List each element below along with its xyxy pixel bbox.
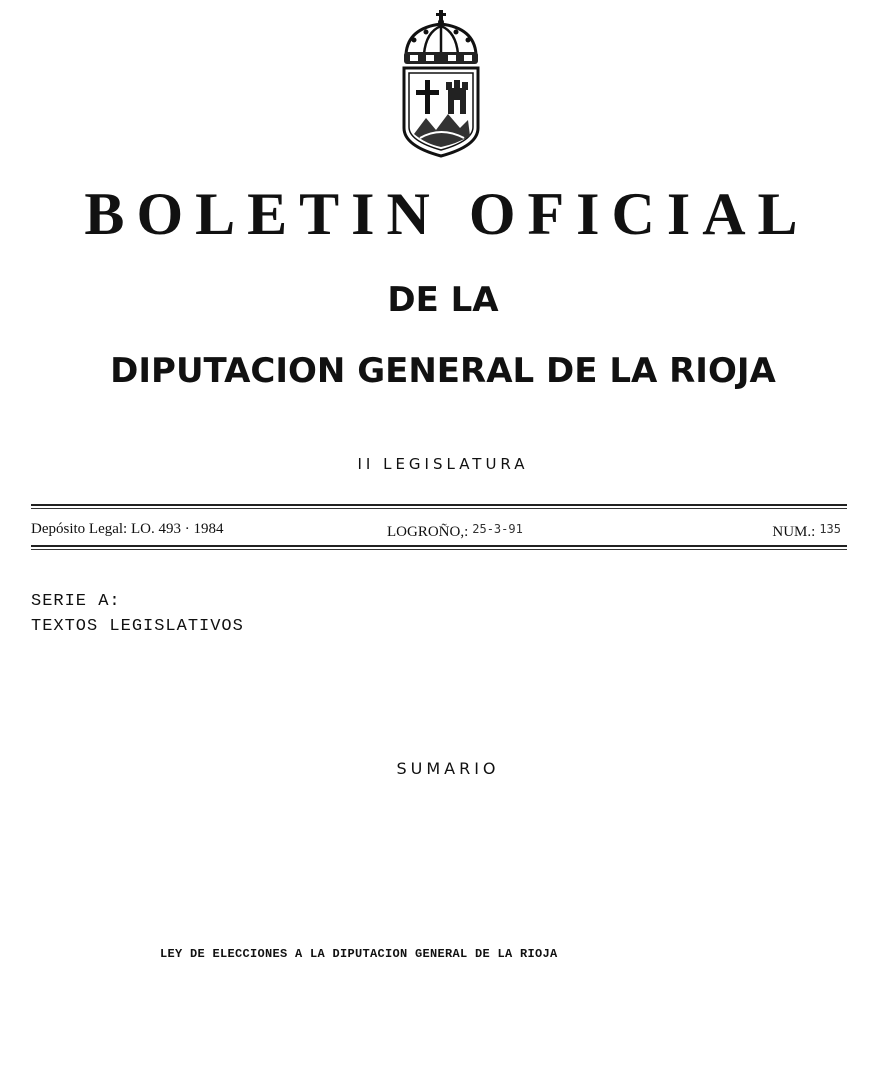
issue-place-date	[387, 518, 523, 543]
issue-number-label: NUM.:	[772, 524, 816, 540]
coat-of-arms-icon	[396, 10, 486, 160]
issue-place-label: LOGROÑO,:	[387, 524, 469, 540]
legal-deposit	[31, 518, 223, 540]
institution-name: DIPUTACION GENERAL DE LA RIOJA	[110, 351, 776, 391]
bulletin-title: BOLETIN OFICIAL	[84, 181, 810, 247]
legal-deposit-label: Depósito Legal:	[31, 521, 128, 537]
series-label: SERIE A:	[31, 592, 121, 611]
series-block	[31, 589, 244, 639]
info-bar	[31, 518, 847, 540]
summary-heading: SUMARIO	[396, 759, 500, 778]
bulletin-subtitle: DE LA	[387, 280, 499, 320]
summary-item: LEY DE ELECCIONES A LA DIPUTACION GENERAL DE LA RIOJA	[160, 947, 558, 961]
legal-deposit-value: LO. 493 · 1984	[130, 521, 224, 537]
issue-date: 25-3-91	[472, 522, 523, 536]
legislature-label: II LEGISLATURA	[357, 455, 529, 473]
divider-top	[31, 504, 847, 509]
issue-number-value: 135	[819, 522, 841, 536]
divider-bottom	[31, 545, 847, 550]
issue-number	[772, 518, 841, 543]
series-name: TEXTOS LEGISLATIVOS	[31, 617, 244, 636]
